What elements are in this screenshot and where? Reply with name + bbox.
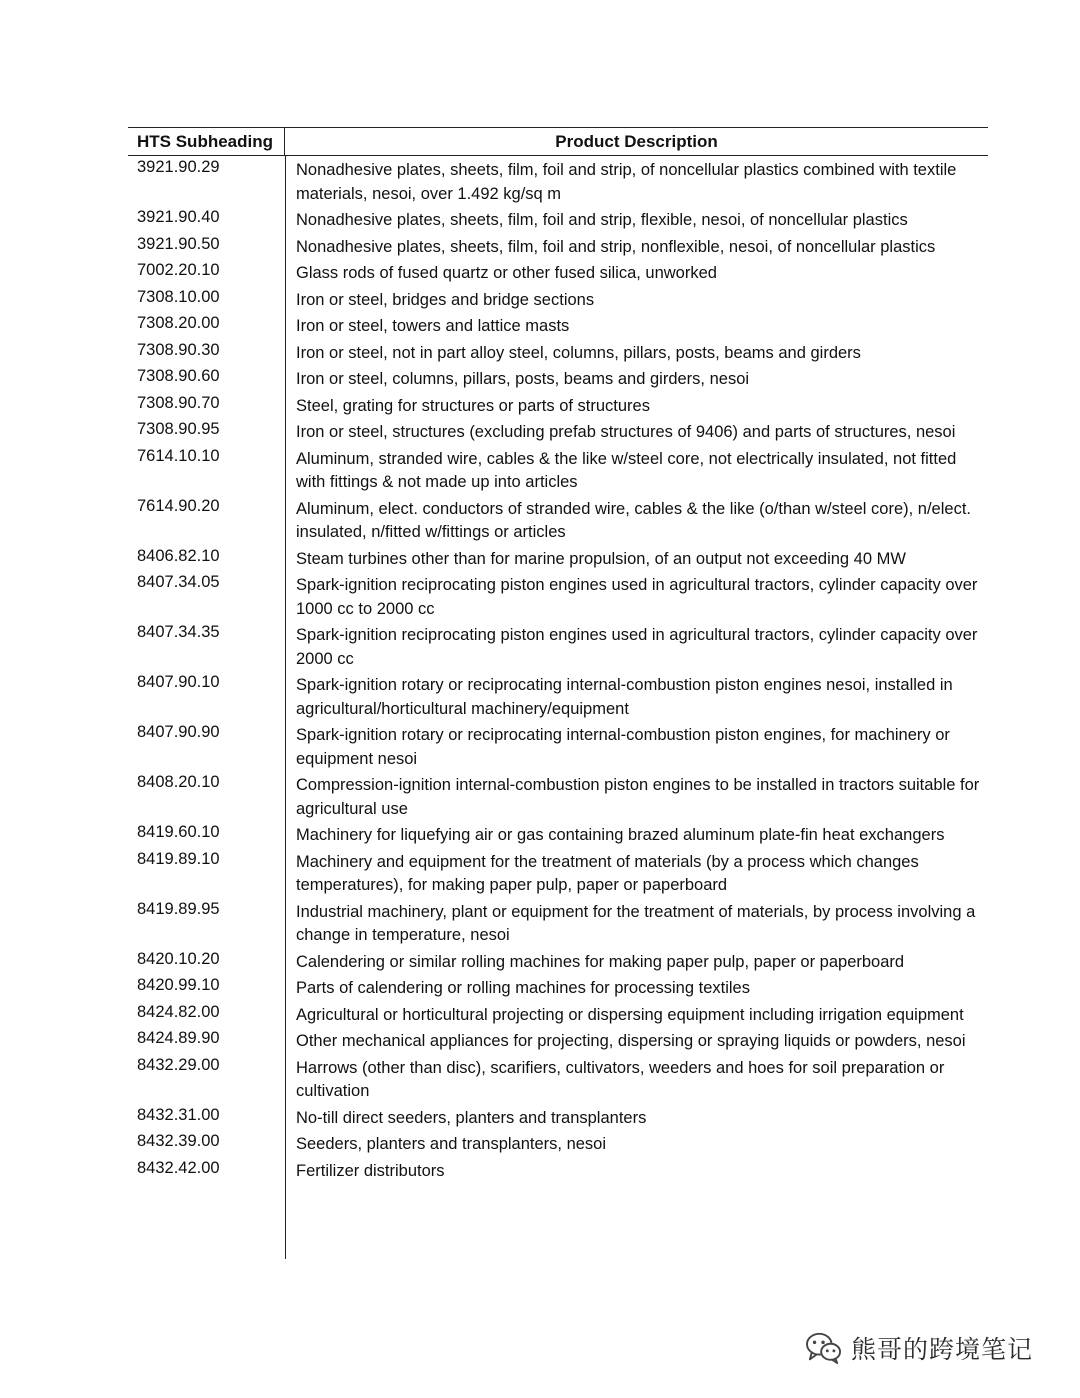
product-description-cell: Spark-ignition rotary or reciprocating internal-combustion piston engines, for machinery or equipment nesoi — [296, 726, 950, 768]
table-row — [128, 545, 988, 572]
table-body — [128, 156, 988, 1259]
product-description-cell: Iron or steel, structures (excluding prefab structures of 9406) and parts of structures, nesoi — [296, 423, 956, 441]
product-description-cell: Parts of calendering or rolling machines for processing textiles — [296, 979, 750, 997]
product-description-cell: Fertilizer distributors — [296, 1161, 445, 1180]
table-row — [128, 339, 988, 366]
product-description-cell: Harrows (other than disc), scarifiers, cultivators, weeders and hoes for soil preparation or cultivation — [296, 1058, 945, 1100]
table-header — [128, 127, 988, 156]
product-description-cell: Steam turbines other than for marine propulsion, of an output not exceeding 40 MW — [296, 549, 906, 568]
product-description-cell: Other mechanical appliances for projecting, dispersing or spraying liquids or powders, nesoi — [296, 1032, 966, 1050]
product-description-cell: Machinery and equipment for the treatment of materials (by a process which changes temperatures), for making paper pulp, paper or paperboard — [296, 852, 919, 894]
product-description-cell: Glass rods of fused quartz or other fused silica, unworked — [296, 264, 717, 282]
table-row — [128, 233, 988, 260]
table-row — [128, 259, 988, 286]
product-description-cell: Calendering or similar rolling machines for making paper pulp, paper or paperboard — [296, 952, 905, 971]
product-description-cell: Spark-ignition reciprocating piston engines used in agricultural tractors, cylinder capacity over 1000 cc to 2000 cc — [296, 576, 978, 618]
hts-code-cell: 8420.99.10 — [137, 976, 220, 994]
table-row — [128, 156, 988, 206]
hts-code-cell: 7308.20.00 — [137, 314, 220, 332]
product-description-cell: No-till direct seeders, planters and transplanters — [296, 1108, 647, 1127]
hts-code-cell: 8432.39.00 — [137, 1132, 220, 1150]
table-row — [128, 1104, 988, 1131]
hts-code-cell: 7308.90.30 — [137, 340, 220, 359]
table-row — [128, 445, 988, 495]
table-row — [128, 1157, 988, 1184]
hts-code-cell: 8406.82.10 — [137, 546, 220, 565]
table-row — [128, 974, 988, 1001]
hts-code-cell: 8407.90.10 — [137, 673, 220, 691]
product-description-cell: Iron or steel, not in part alloy steel, columns, pillars, posts, beams and girders — [296, 343, 861, 362]
product-description-cell: Aluminum, elect. conductors of stranded wire, cables & the like (o/than w/steel core), n/elect. insulated, n/fitted w/fittings or articles — [296, 499, 971, 541]
watermark-text: 熊哥的跨境笔记 — [851, 1335, 1034, 1364]
table-row — [128, 948, 988, 975]
hts-code-cell: 8419.60.10 — [137, 823, 220, 841]
hts-code-cell: 8407.34.05 — [137, 573, 220, 591]
table-row — [128, 848, 988, 898]
table-row — [128, 286, 988, 313]
table-row — [128, 1054, 988, 1104]
hts-code-cell: 8419.89.95 — [137, 899, 220, 918]
hts-code-cell: 7308.10.00 — [137, 287, 220, 306]
product-description-cell: Spark-ignition rotary or reciprocating internal-combustion piston engines nesoi, installed in agricultural/horticultural machinery/equipment — [296, 676, 953, 718]
product-description-cell: Iron or steel, columns, pillars, posts, beams and girders, nesoi — [296, 370, 750, 388]
hts-code-cell: 7308.90.60 — [137, 367, 220, 385]
product-description-cell: Steel, grating for structures or parts of structures — [296, 396, 650, 415]
hts-code-cell: 8424.82.00 — [137, 1002, 220, 1021]
table-row — [128, 1027, 988, 1054]
product-description-cell: Nonadhesive plates, sheets, film, foil and strip, of noncellular plastics combined with textile materials, nesoi, over 1.492 kg/sq m — [296, 161, 957, 203]
table-row — [128, 206, 988, 233]
hts-code-cell: 8432.42.00 — [137, 1158, 220, 1177]
hts-code-cell: 3921.90.50 — [137, 234, 220, 253]
hts-code-cell: 3921.90.29 — [137, 158, 220, 176]
header-product-description: Product Description — [555, 131, 718, 151]
table-row — [128, 312, 988, 339]
hts-code-cell: 7614.90.20 — [137, 496, 220, 515]
hts-code-cell: 8407.34.35 — [137, 623, 220, 641]
table-row — [128, 1001, 988, 1028]
table-row — [128, 571, 988, 621]
table-row — [128, 821, 988, 848]
table-row — [128, 1130, 988, 1157]
hts-code-cell: 7002.20.10 — [137, 261, 220, 279]
hts-code-cell: 7308.90.95 — [137, 420, 220, 438]
table-row — [128, 721, 988, 771]
wechat-logo-icon — [805, 1331, 843, 1365]
product-description-cell: Spark-ignition reciprocating piston engines used in agricultural tractors, cylinder capacity over 2000 cc — [296, 626, 978, 668]
hts-code-cell: 8424.89.90 — [137, 1029, 220, 1047]
table-row — [128, 392, 988, 419]
hts-code-cell: 3921.90.40 — [137, 208, 220, 226]
product-description-cell: Nonadhesive plates, sheets, film, foil and strip, nonflexible, nesoi, of noncellular plastics — [296, 237, 936, 256]
table-row — [128, 621, 988, 671]
product-description-cell: Machinery for liquefying air or gas containing brazed aluminum plate-fin heat exchangers — [296, 826, 945, 844]
hts-code-cell: 8419.89.10 — [137, 849, 220, 868]
watermark — [805, 1330, 1033, 1366]
table-row — [128, 418, 988, 445]
table-row — [128, 898, 988, 948]
hts-code-cell: 7614.10.10 — [137, 446, 220, 465]
product-description-cell: Nonadhesive plates, sheets, film, foil and strip, flexible, nesoi, of noncellular plastics — [296, 211, 908, 229]
column-divider — [285, 156, 286, 1259]
table-row — [128, 365, 988, 392]
hts-table — [128, 127, 988, 1259]
product-description-cell: Iron or steel, bridges and bridge sections — [296, 290, 595, 309]
header-hts-subheading: HTS Subheading — [128, 128, 285, 155]
product-description-cell: Aluminum, stranded wire, cables & the like w/steel core, not electrically insulated, not fitted with fittings & not made up into articles — [296, 449, 957, 491]
hts-code-cell: 8407.90.90 — [137, 723, 220, 741]
hts-code-cell: 8432.29.00 — [137, 1055, 220, 1074]
hts-code-cell: 7308.90.70 — [137, 393, 220, 412]
table-row — [128, 495, 988, 545]
hts-code-cell: 8408.20.10 — [137, 773, 220, 791]
table-row — [128, 671, 988, 721]
product-description-cell: Seeders, planters and transplanters, nesoi — [296, 1135, 607, 1153]
hts-code-cell: 8432.31.00 — [137, 1105, 220, 1124]
hts-code-cell: 8420.10.20 — [137, 949, 220, 968]
product-description-cell: Compression-ignition internal-combustion piston engines to be installed in tractors suitable for agricultural use — [296, 776, 980, 818]
product-description-cell: Iron or steel, towers and lattice masts — [296, 317, 570, 335]
product-description-cell: Agricultural or horticultural projecting or dispersing equipment including irrigation equipment — [296, 1005, 964, 1024]
product-description-cell: Industrial machinery, plant or equipment for the treatment of materials, by process involving a change in temperature, nesoi — [296, 902, 976, 944]
table-row — [128, 771, 988, 821]
